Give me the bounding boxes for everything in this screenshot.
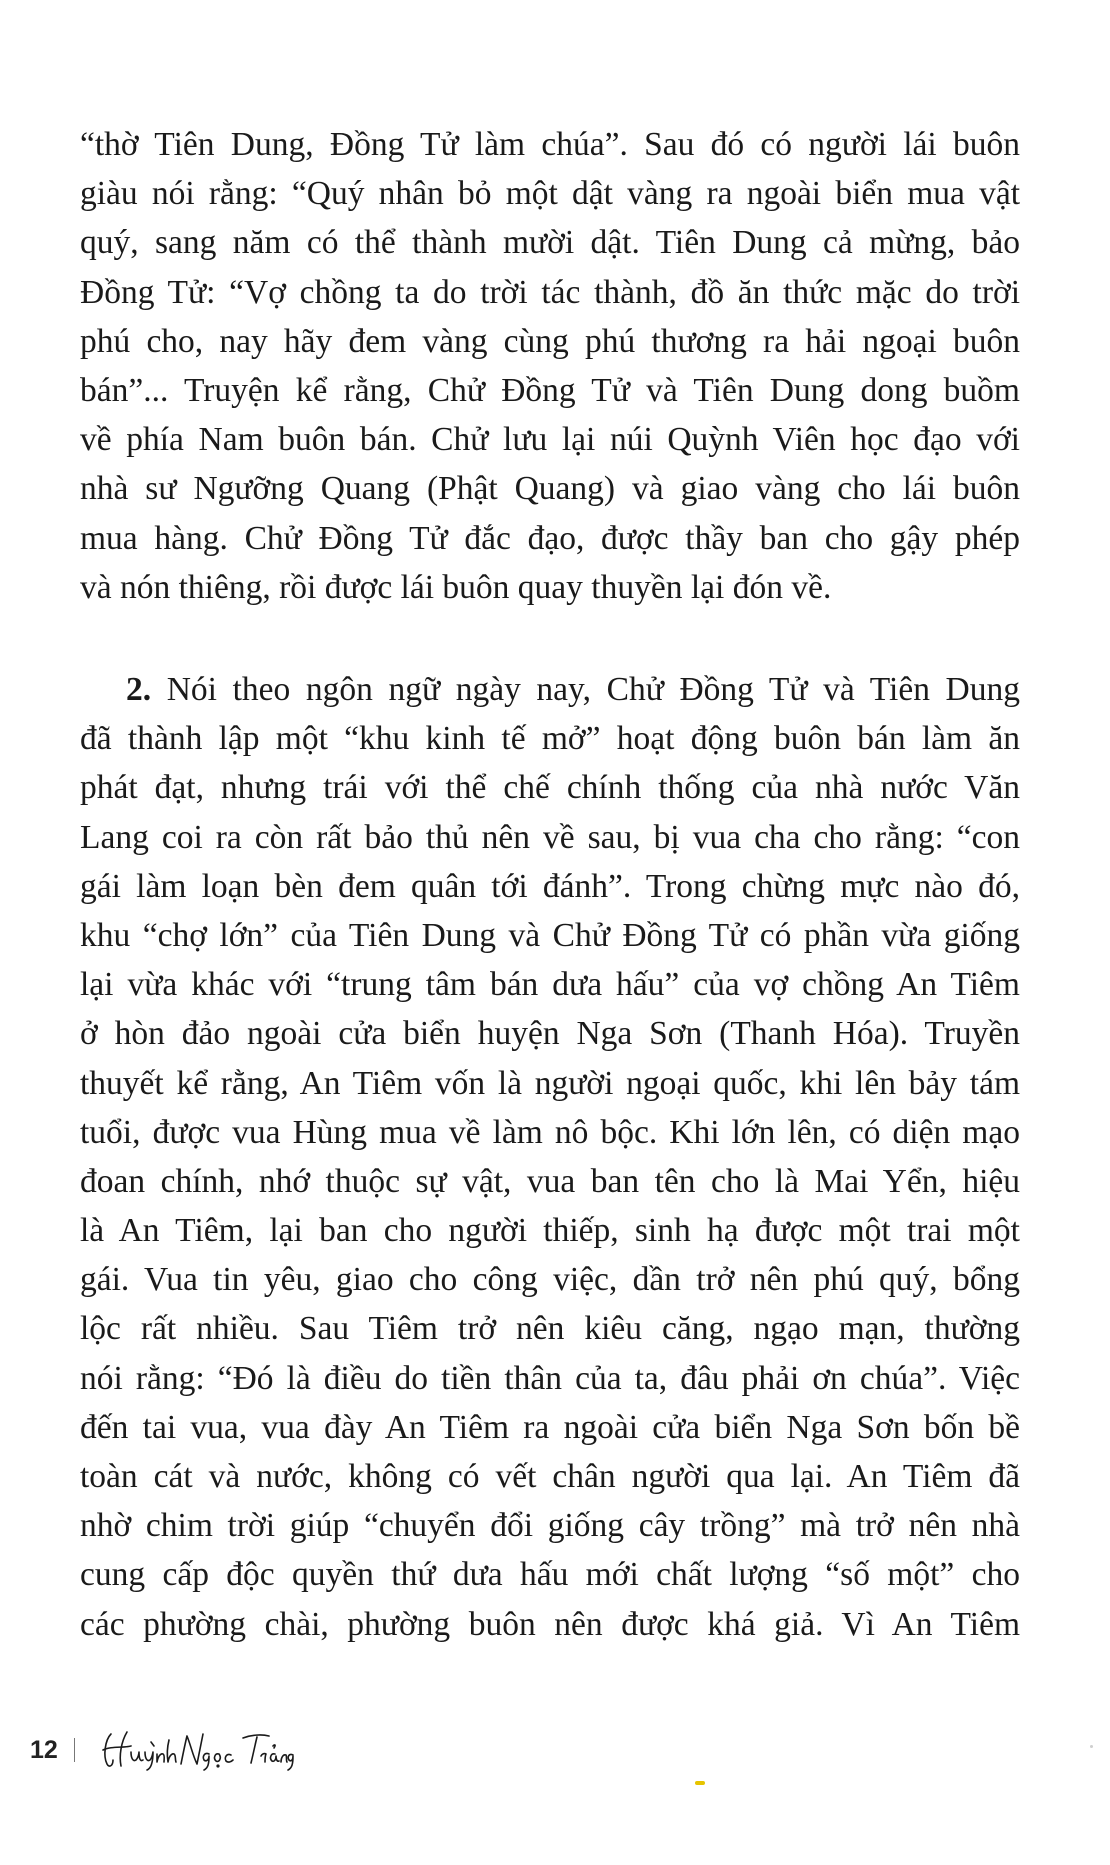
- author-signature: [97, 1726, 297, 1774]
- text-line: gái. Vua tin yêu, giao cho công việc, dần trở nên phú quý, bổng: [80, 1261, 1020, 1299]
- print-speck: [1090, 1745, 1093, 1748]
- text-line: khu “chợ lớn” của Tiên Dung và Chử Đồng Tử có phần vừa giống: [80, 916, 1020, 954]
- paragraph-2: [80, 665, 1020, 1649]
- text-line: giàu nói rằng: “Quý nhân bỏ một dật vàng ra ngoài biển mua vật: [80, 175, 1020, 213]
- text-line: thuyết kể rằng, An Tiêm vốn là người ngoại quốc, khi lên bảy tám: [80, 1064, 1020, 1102]
- text-line: lại vừa khác với “trung tâm bán dưa hấu” của vợ chồng An Tiêm: [80, 966, 1020, 1004]
- text-line: lộc rất nhiều. Sau Tiêm trở nên kiêu căng, ngạo mạn, thường: [80, 1310, 1020, 1348]
- text-line: đoan chính, nhớ thuộc sự vật, vua ban tên cho là Mai Yển, hiệu: [80, 1162, 1020, 1200]
- text-line: về phía Nam buôn bán. Chử lưu lại núi Quỳnh Viên học đạo với: [80, 421, 1020, 459]
- text-line: đã thành lập một “khu kinh tế mở” hoạt động buôn bán làm ăn: [80, 720, 1020, 758]
- page-footer: [30, 1725, 297, 1775]
- text-line: phát đạt, nhưng trái với thể chế chính thống của nhà nước Văn: [80, 769, 1020, 807]
- text-line: phú cho, nay hãy đem vàng cùng phú thương ra hải ngoại buôn: [80, 322, 1020, 360]
- text-line: toàn cát và nước, không có vết chân người qua lại. An Tiêm đã: [80, 1458, 1020, 1495]
- text-line: bán”... Truyện kể rằng, Chử Đồng Tử và Tiên Dung dong buồm: [80, 371, 1020, 409]
- text-line: ở hòn đảo ngoài cửa biển huyện Nga Sơn (Thanh Hóa). Truyền: [80, 1015, 1020, 1053]
- text-line: gái làm loạn bèn đem quân tới đánh”. Trong chừng mực nào đó,: [80, 867, 1020, 905]
- paragraph-first-line: [80, 665, 1020, 714]
- text-line: Lang coi ra còn rất bảo thủ nên về sau, bị vua cha cho rằng: “con: [80, 818, 1020, 856]
- text-line: quý, sang năm có thể thành mười dật. Tiên Dung cả mừng, bảo: [80, 224, 1020, 262]
- text-line: nhà sư Ngưỡng Quang (Phật Quang) và giao vàng cho lái buôn: [80, 470, 1020, 508]
- page-number: 12: [30, 1735, 58, 1764]
- paragraph-1: [80, 120, 1020, 612]
- text-line: nói rằng: “Đó là điều do tiền thân của ta, đâu phải ơn chúa”. Việc: [80, 1359, 1020, 1397]
- paragraph-number: 2.: [126, 671, 152, 708]
- text-line: đến tai vua, vua đày An Tiêm ra ngoài cửa biển Nga Sơn bốn bề: [80, 1408, 1020, 1446]
- text-line: và nón thiêng, rồi được lái buôn quay thuyền lại đón về.: [80, 568, 832, 606]
- text-line: mua hàng. Chử Đồng Tử đắc đạo, được thầy ban cho gậy phép: [80, 519, 1020, 557]
- text-line: nhờ chim trời giúp “chuyển đổi giống cây trồng” mà trở nên nhà: [80, 1507, 1020, 1545]
- text-line: các phường chài, phường buôn nên được khá giả. Vì An Tiêm: [80, 1605, 1020, 1643]
- text-line: là An Tiêm, lại ban cho người thiếp, sinh hạ được một trai một: [80, 1212, 1020, 1250]
- text-line: cung cấp độc quyền thứ dưa hấu mới chất lượng “số một” cho: [80, 1556, 1020, 1594]
- footer-divider: [74, 1738, 75, 1762]
- text-line: Nói theo ngôn ngữ ngày nay, Chử Đồng Tử và Tiên Dung: [151, 671, 1020, 708]
- print-speck: [695, 1781, 705, 1785]
- text-line: “thờ Tiên Dung, Đồng Tử làm chúa”. Sau đó có người lái buôn: [80, 126, 1020, 163]
- text-line: tuổi, được vua Hùng mua về làm nô bộc. Khi lớn lên, có diện mạo: [80, 1113, 1020, 1151]
- text-line: Đồng Tử: “Vợ chồng ta do trời tác thành, đồ ăn thức mặc do trời: [80, 273, 1020, 311]
